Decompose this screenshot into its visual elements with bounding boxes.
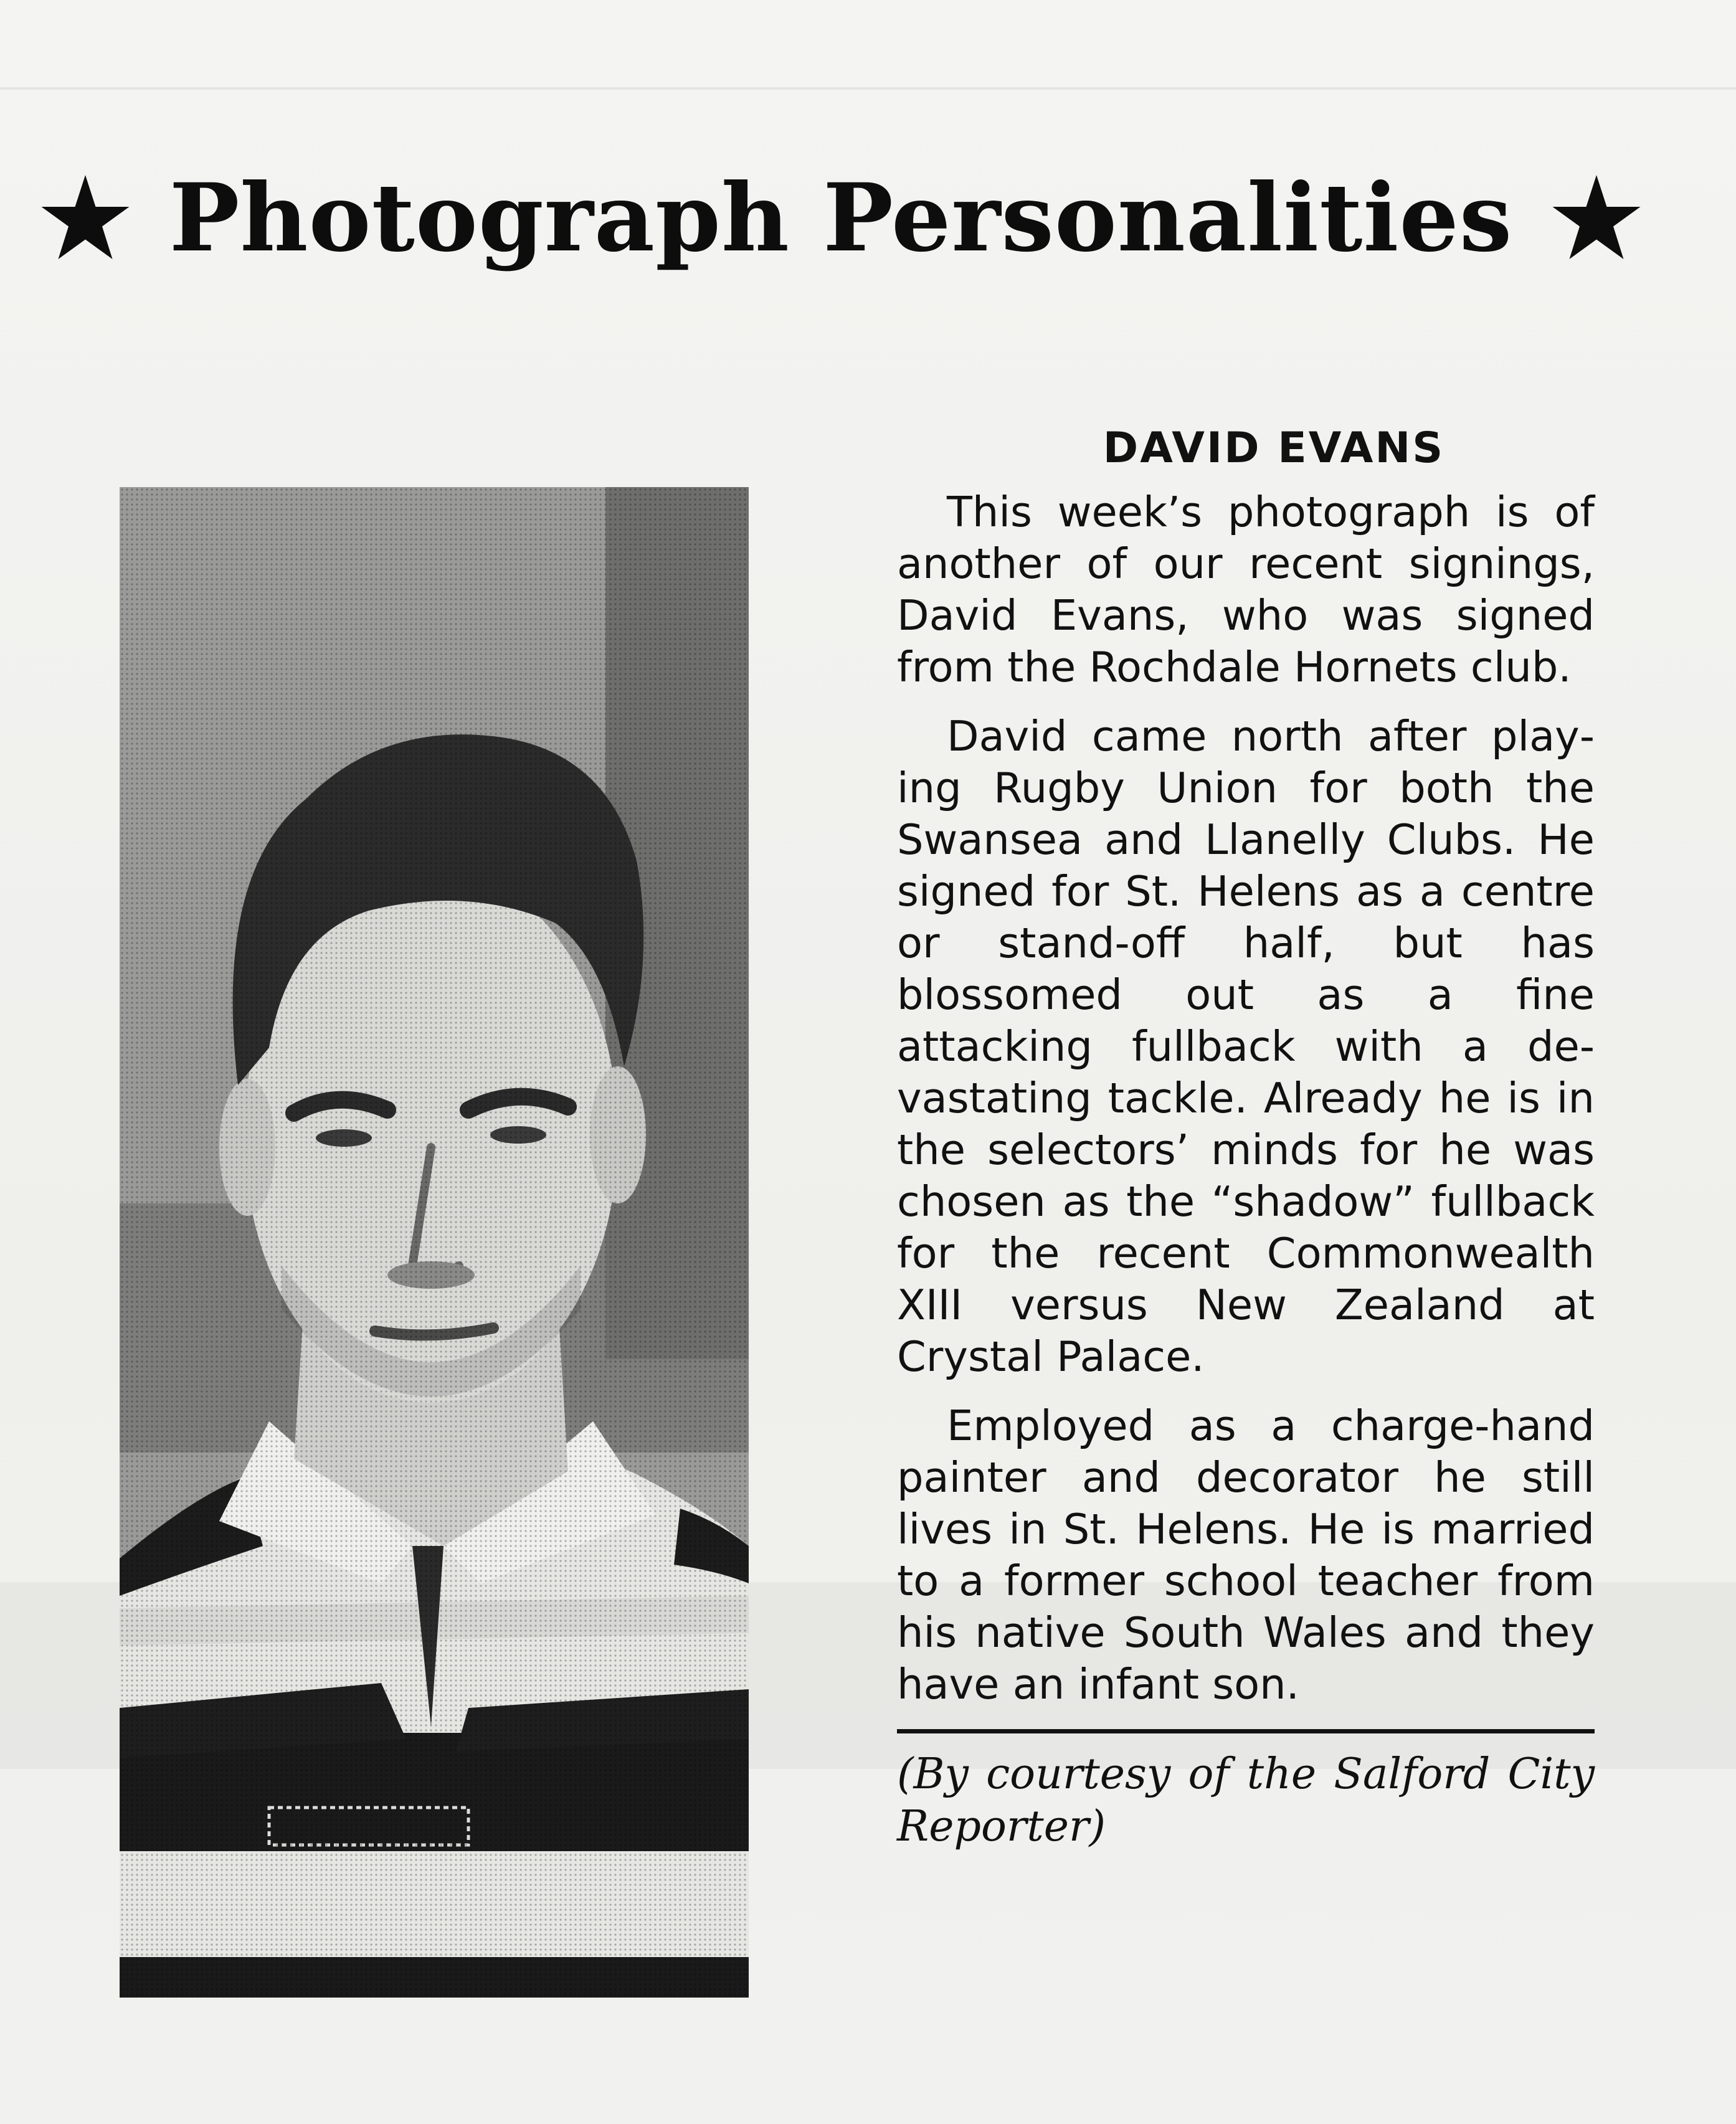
star-icon [1550, 171, 1643, 265]
divider-rule [897, 1729, 1595, 1733]
page-title: Photograph Personalities [169, 163, 1513, 273]
page-heading [93, 156, 1588, 280]
article-paragraph: Employed as a charge-hand painter and decorator he still lives in St. Helens. He is married to a former school teacher from his native South Wales and they have an infant son. [897, 1401, 1595, 1709]
article-headline: DAVID EVANS [1103, 424, 1445, 473]
page-edge-shadow [0, 87, 1736, 90]
player-portrait-photo [120, 487, 749, 1998]
article-paragraph: David came north after playing Rugby Union for both the Swansea and Llanelly Clubs. He signed for St. Helens as a centre or stand-off half, but has blossomed out as a fine attacking fullback with a devastating tackle. Already he is in the selectors’ minds for he was chosen as the “shadow” fullback for the recent Commonwealth XIII versus New Zealand at Crystal Palace. [897, 712, 1595, 1381]
portrait-illustration [120, 487, 749, 1998]
star-icon [39, 171, 132, 265]
article-paragraph: This week’s photograph is of another of our recent signings, David Evans, who was signed from the Rochdale Hornets club. [897, 488, 1595, 691]
article-column [897, 424, 1595, 1853]
photo-credit: (By courtesy of the Salford City Reporter) [897, 1750, 1595, 1851]
